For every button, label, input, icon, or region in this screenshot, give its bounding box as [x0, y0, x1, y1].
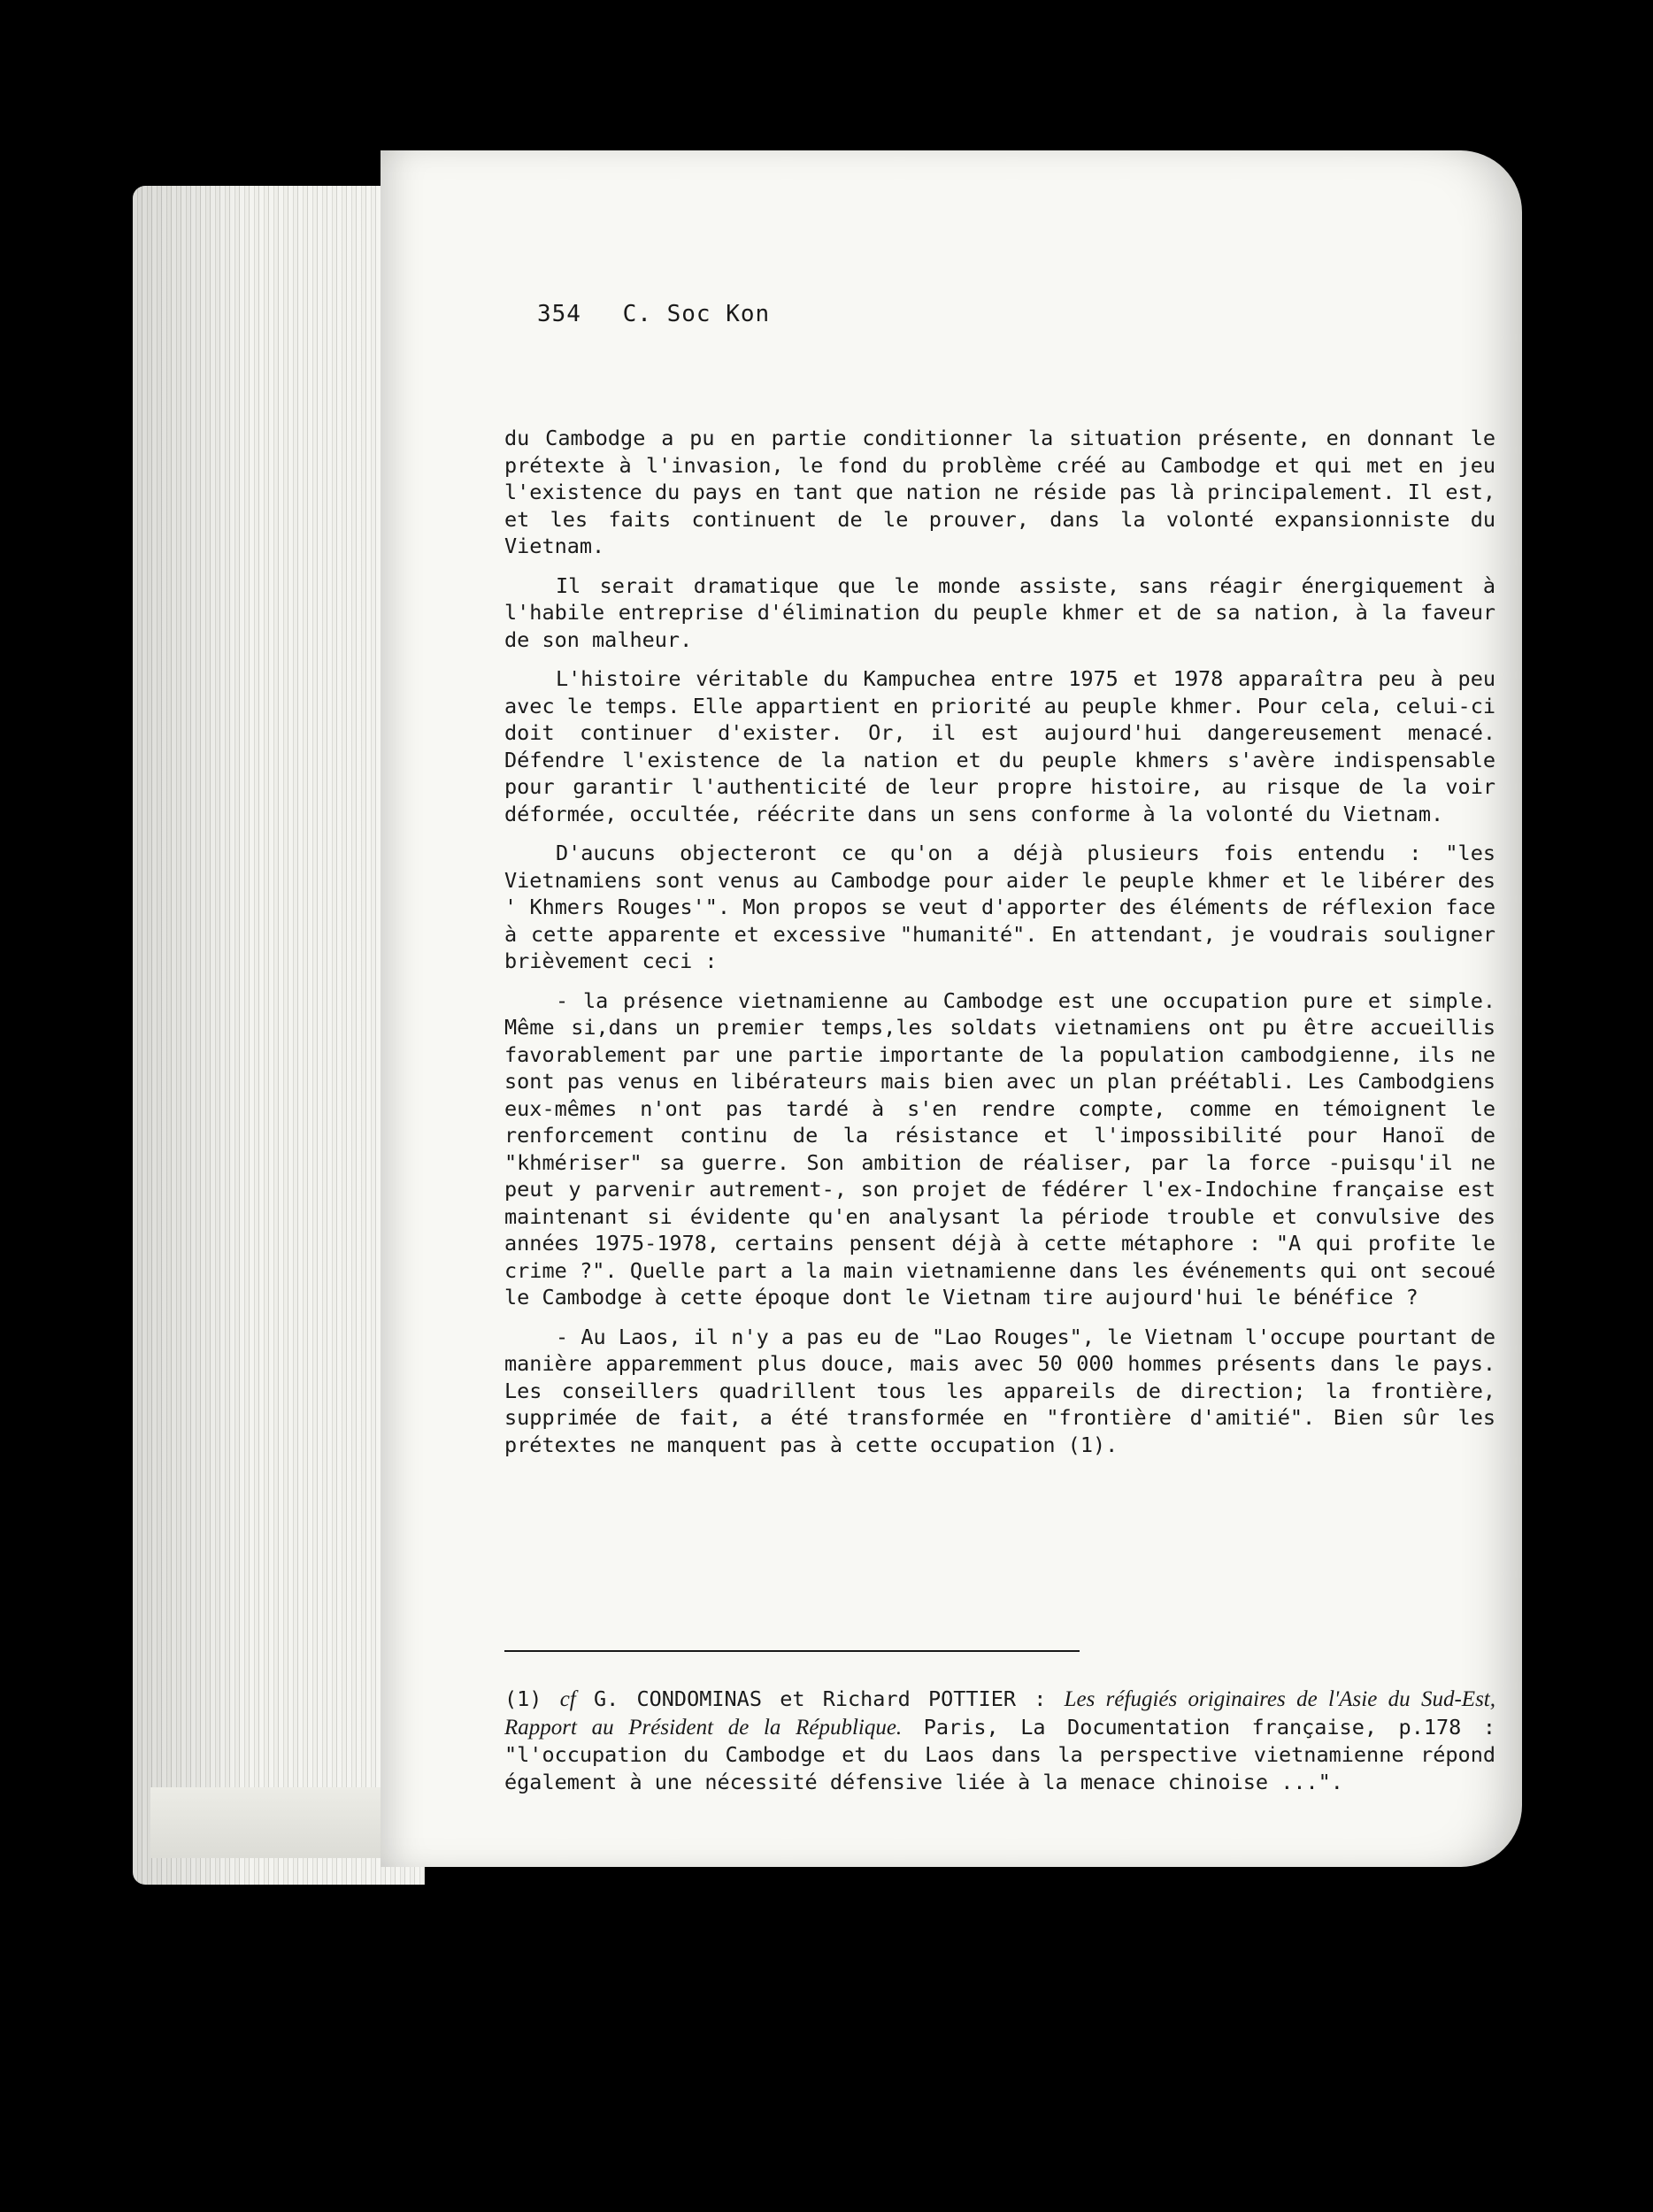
- running-author: C. Soc Kon: [622, 301, 771, 327]
- footnote-rest: Paris, La Documentation française, p.178 : "l'occupation du Cambodge et du Laos dans la perspective vietnamienne répond également à une nécessité défensive liée à la menace chinoise ...".: [504, 1714, 1495, 1794]
- paragraph: D'aucuns objecteront ce qu'on a déjà plusieurs fois entendu : "les Vietnamiens sont venus au Cambodge pour aider le peuple khmer et le libérer des ' Khmers Rouges'". Mon propos se veut d'apporter des éléments de réflexion face à cette apparente et excessive "humanité". En attendant, je voudrais souligner brièvement ceci :: [504, 841, 1495, 973]
- paragraph: - Au Laos, il n'y a pas eu de "Lao Rouges", le Vietnam l'occupe pourtant de manière apparemment plus douce, mais avec 50 000 hommes présents dans le pays. Les conseillers quadrillent tous les appareils de direction; la frontière, supprimée de fait, a été transformée en "frontière d'amitié". Bien sûr les prétextes ne manquent pas à cette occupation (1).: [504, 1324, 1495, 1457]
- footnote-title: Les réfugiés originaires de l'Asie du Sud-Est, Rapport au Président de la République.: [504, 1687, 1495, 1740]
- footnote-cf: cf: [559, 1687, 576, 1711]
- paragraph: du Cambodge a pu en partie conditionner la situation présente, en donnant le prétexte à l'invasion, le fond du problème créé au Cambodge et qui met en jeu l'existence du pays en tant que nation ne réside pas là principalement. Il est, et les faits continuent de le prouver, dans la volonté expansionniste du Vietnam.: [504, 426, 1495, 558]
- paragraph: - la présence vietnamienne au Cambodge est une occupation pure et simple. Même si,dans un premier temps,les soldats vietnamiens ont pu être accueillis favorablement par une partie importante de la population cambodgienne, ils ne sont pas venus en libérateurs mais bien avec un plan préétabli. Les Cambodgiens eux-mêmes n'ont pas tardé à s'en rendre compte, comme en témoignent le renforcement continu de la résistance et l'impossibilité pour Hanoï de "khmériser" sa guerre. Son ambition de réaliser, par la force -puisqu'il ne peut y parvenir autrement-, son projet de fédérer l'ex-Indochine française est maintenant si évidente qu'en analysant la période trouble et convulsive des années 1975-1978, certains pensent déjà à cette métaphore : "A qui profite le crime ?". Quelle part a la main vietnamienne dans les événements qui ont secoué le Cambodge à cette époque dont le Vietnam tire aujourd'hui le bénéfice ?: [504, 987, 1495, 1310]
- footnote-authors: G. CONDOMINAS et Richard POTTIER :: [593, 1686, 1047, 1711]
- paragraph: Il serait dramatique que le monde assiste, sans réagir énergiquement à l'habile entreprise d'élimination du peuple khmer et de sa nation, à la faveur de son malheur.: [504, 572, 1495, 652]
- page-number: 354: [537, 301, 581, 327]
- footnote-separator: [504, 1650, 1080, 1652]
- running-header: [537, 301, 796, 327]
- paragraph: L'histoire véritable du Kampuchea entre 1975 et 1978 apparaîtra peu à peu avec le temps. Elle appartient en priorité au peuple khmer. Pour cela, celui-ci doit continuer d'exister. Or, il est aujourd'hui dangereusement menacé. Défendre l'existence de la nation et du peuple khmers s'avère indispensable pour garantir l'authenticité de leur propre histoire, au risque de la voir déformée, occultée, réécrite dans un sens conforme à la volonté du Vietnam.: [504, 666, 1495, 826]
- body-text: [504, 425, 1495, 1471]
- footnote-marker: (1): [504, 1686, 542, 1711]
- footnote: [504, 1686, 1495, 1795]
